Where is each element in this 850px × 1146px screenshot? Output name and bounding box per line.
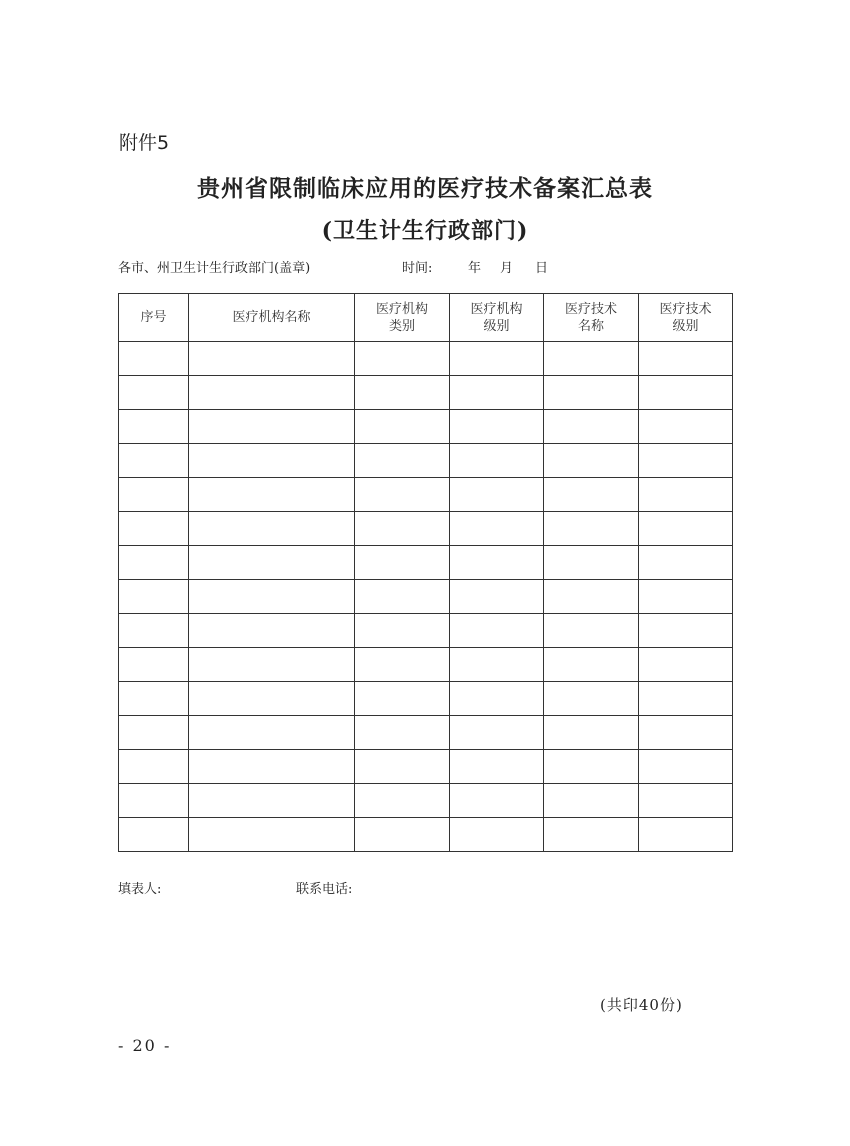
- org-stamp-label: 各市、州卫生计生行政部门(盖章): [118, 261, 311, 276]
- table-cell: [189, 342, 355, 376]
- table-cell: [355, 716, 450, 750]
- table-row: [119, 750, 733, 784]
- column-header-text: 序号: [140, 310, 167, 325]
- table-row: [119, 512, 733, 546]
- table-row: [119, 580, 733, 614]
- table-cell: [119, 444, 189, 478]
- table-cell: [189, 648, 355, 682]
- table-row: [119, 546, 733, 580]
- column-header-text: 类别: [388, 318, 415, 334]
- table-cell: [355, 546, 450, 580]
- table-cell: [119, 784, 189, 818]
- table-cell: [355, 784, 450, 818]
- table-cell: [450, 410, 544, 444]
- column-header-text: 级别: [672, 318, 699, 334]
- table-cell: [544, 342, 639, 376]
- table-cell: [450, 546, 544, 580]
- table-cell: [189, 682, 355, 716]
- table-cell: [544, 580, 639, 614]
- table-cell: [544, 410, 639, 444]
- table-cell: [355, 444, 450, 478]
- table-cell: [450, 342, 544, 376]
- table-cell: [119, 614, 189, 648]
- column-header-text: 医疗技术: [564, 301, 617, 317]
- table-cell: [450, 478, 544, 512]
- table-cell: [189, 818, 355, 852]
- column-header-text: 医疗机构: [470, 301, 523, 317]
- table-cell: [544, 682, 639, 716]
- filler-label: 填表人:: [118, 882, 162, 897]
- table-cell: [355, 376, 450, 410]
- table-cell: [450, 614, 544, 648]
- table-row: [119, 376, 733, 410]
- year-label: 年: [468, 261, 482, 276]
- table-cell: [639, 512, 733, 546]
- table-cell: [119, 750, 189, 784]
- table-cell: [355, 648, 450, 682]
- table-cell: [450, 682, 544, 716]
- table-cell: [544, 750, 639, 784]
- table-cell: [355, 750, 450, 784]
- column-header-text: 医疗技术: [659, 301, 712, 317]
- table-cell: [544, 546, 639, 580]
- table-cell: [189, 716, 355, 750]
- page-number: - 20 -: [118, 1036, 172, 1055]
- table-cell: [639, 444, 733, 478]
- table-cell: [450, 648, 544, 682]
- document-title: 贵州省限制临床应用的医疗技术备案汇总表: [197, 175, 653, 202]
- table-cell: [639, 410, 733, 444]
- table-cell: [450, 716, 544, 750]
- table-cell: [450, 580, 544, 614]
- table-cell: [639, 784, 733, 818]
- phone-label: 联系电话:: [296, 882, 353, 897]
- table-cell: [189, 444, 355, 478]
- table-row: [119, 478, 733, 512]
- table-cell: [189, 512, 355, 546]
- table-cell: [639, 546, 733, 580]
- table-cell: [119, 342, 189, 376]
- table-cell: [119, 512, 189, 546]
- table-cell: [119, 580, 189, 614]
- table-cell: [355, 410, 450, 444]
- table-cell: [639, 478, 733, 512]
- table-body: [119, 342, 733, 852]
- table-row: [119, 716, 733, 750]
- table-cell: [119, 648, 189, 682]
- table-cell: [189, 376, 355, 410]
- table-cell: [450, 376, 544, 410]
- table-cell: [639, 648, 733, 682]
- column-header-text: 医疗机构名称: [232, 310, 311, 325]
- table-cell: [355, 580, 450, 614]
- table-cell: [119, 410, 189, 444]
- table-cell: [450, 784, 544, 818]
- table-cell: [119, 546, 189, 580]
- table-cell: [355, 478, 450, 512]
- table-cell: [639, 614, 733, 648]
- table-row: [119, 410, 733, 444]
- table-cell: [355, 614, 450, 648]
- table-cell: [189, 410, 355, 444]
- column-header: [189, 294, 355, 342]
- table-cell: [119, 682, 189, 716]
- table-row: [119, 444, 733, 478]
- table-row: [119, 614, 733, 648]
- column-header-text: 医疗机构: [375, 301, 428, 317]
- table-cell: [544, 376, 639, 410]
- table-cell: [450, 818, 544, 852]
- table-row: [119, 682, 733, 716]
- table-cell: [450, 512, 544, 546]
- table-cell: [450, 444, 544, 478]
- table-row: [119, 784, 733, 818]
- table-row: [119, 818, 733, 852]
- table-cell: [189, 580, 355, 614]
- table-cell: [639, 750, 733, 784]
- table-cell: [189, 546, 355, 580]
- document-subtitle: (卫生计生行政部门): [321, 218, 529, 244]
- table-cell: [544, 818, 639, 852]
- column-header-text: 名称: [577, 318, 604, 334]
- table-cell: [639, 682, 733, 716]
- table-cell: [189, 478, 355, 512]
- table-cell: [639, 376, 733, 410]
- table-cell: [119, 716, 189, 750]
- column-header: [544, 294, 639, 342]
- table-cell: [119, 818, 189, 852]
- table-row: [119, 648, 733, 682]
- table-cell: [189, 614, 355, 648]
- table-header-row: [119, 294, 733, 342]
- table-cell: [355, 342, 450, 376]
- table-cell: [544, 444, 639, 478]
- month-label: 月: [500, 261, 514, 276]
- table-cell: [544, 478, 639, 512]
- table-cell: [355, 682, 450, 716]
- table-cell: [639, 716, 733, 750]
- table-cell: [189, 784, 355, 818]
- table-cell: [639, 580, 733, 614]
- table-cell: [355, 818, 450, 852]
- table-cell: [189, 750, 355, 784]
- time-label: 时间:: [402, 261, 433, 276]
- column-header: [450, 294, 544, 342]
- table-cell: [119, 478, 189, 512]
- copies-note: (共印40份): [600, 996, 683, 1014]
- table-cell: [544, 614, 639, 648]
- column-header-text: 级别: [483, 318, 510, 334]
- attachment-label: 附件5: [119, 132, 170, 154]
- column-header: [639, 294, 733, 342]
- table-row: [119, 342, 733, 376]
- table-cell: [450, 750, 544, 784]
- table-cell: [639, 342, 733, 376]
- table-cell: [544, 648, 639, 682]
- column-header: [355, 294, 450, 342]
- table-cell: [119, 376, 189, 410]
- column-header: [119, 294, 189, 342]
- day-label: 日: [535, 261, 549, 276]
- table-cell: [639, 818, 733, 852]
- record-table: [118, 293, 733, 852]
- table-cell: [544, 512, 639, 546]
- table-cell: [355, 512, 450, 546]
- table-cell: [544, 784, 639, 818]
- table-cell: [544, 716, 639, 750]
